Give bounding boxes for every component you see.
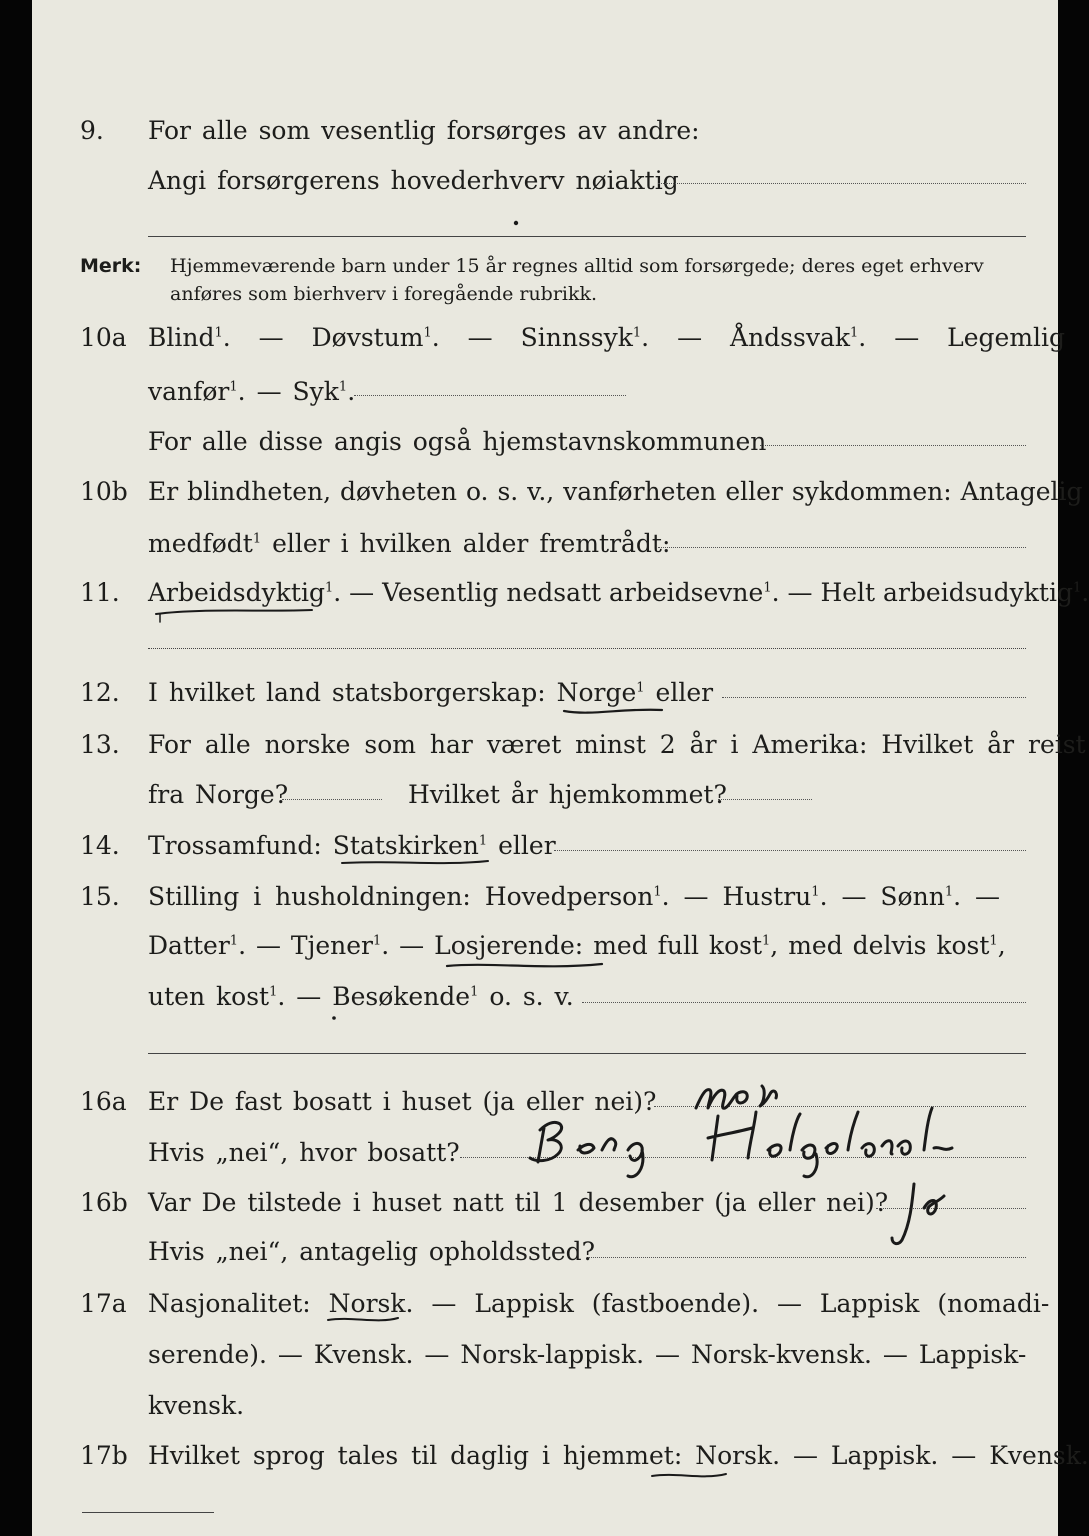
question-number: 17b	[80, 1441, 128, 1470]
question-text: Hvilket år hjemkommet?	[408, 780, 727, 809]
question-number: 10b	[80, 477, 128, 506]
question-number: 11.	[80, 578, 120, 607]
question-number: 16b	[80, 1188, 128, 1217]
question-number: 9.	[80, 116, 104, 145]
underline-mark	[564, 710, 662, 713]
handwriting-ja	[892, 1184, 944, 1244]
census-form-page	[32, 0, 1089, 1536]
handwriting-nei	[696, 1086, 776, 1108]
question-text: Var De tilstede i huset natt til 1 desember (ja eller nei)?	[148, 1188, 889, 1217]
underline-mark	[652, 1474, 726, 1476]
question-number: 15.	[80, 882, 120, 911]
question-text: Nasjonalitet: Norsk. — Lappisk (fastboende). — Lappisk (nomadi-	[148, 1289, 1050, 1318]
question-text: Hvis „nei“, antagelig opholdssted?	[148, 1237, 596, 1266]
question-text: Trossamfund: Statskirken$^1$ eller	[148, 831, 556, 860]
question-text: Stilling i husholdningen: Hovedperson$^1$. — Hustru$^1$. — Sønn$^1$. —	[148, 882, 1000, 911]
question-number: 10a	[80, 323, 127, 352]
note-text: anføres som bierhverv i foregående rubrikk.	[170, 283, 598, 305]
note-label: Merk:	[80, 255, 142, 277]
question-text: medfødt$^1$ eller i hvilken alder fremtrådt:	[148, 529, 671, 558]
question-number: 13.	[80, 730, 120, 759]
question-text: vanfør$^1$. — Syk$^1$.	[148, 377, 356, 406]
question-text: Hvilket sprog tales til daglig i hjemmet: Norsk. — Lappisk. — Kvensk.	[148, 1441, 1089, 1470]
question-text: For alle som vesentlig forsørges av andre:	[148, 116, 700, 145]
question-text: Er blindheten, døvheten o. s. v., vanførheten eller sykdommen: Antagelig	[148, 477, 1083, 506]
note-text: Hjemmeværende barn under 15 år regnes alltid som forsørgede; deres eget erhverv	[170, 255, 984, 277]
question-text: kvensk.	[148, 1391, 245, 1420]
question-text: fra Norge?	[148, 780, 289, 809]
question-text: For alle norske som har været minst 2 år i Amerika: Hvilket år reist	[148, 730, 1086, 759]
underline-mark	[342, 861, 488, 863]
underline-mark	[156, 610, 312, 614]
question-number: 17a	[80, 1289, 127, 1318]
question-text: For alle disse angis også hjemstavnskommunen	[148, 427, 767, 456]
question-number: 14.	[80, 831, 120, 860]
underline-mark	[447, 964, 602, 966]
underline-mark	[328, 1318, 398, 1320]
handwriting-layer	[32, 0, 1058, 1536]
question-text: Arbeidsdyktig$^1$. — Vesentlig nedsatt arbeidsevne$^1$. — Helt arbeidsudyktig$^1$.	[148, 578, 1089, 607]
ink-dot	[514, 221, 518, 225]
question-text: I hvilket land statsborgerskap: Norge$^1$ eller	[148, 678, 714, 707]
question-text: Hvis „nei“, hvor bosatt?	[148, 1138, 460, 1167]
question-text: serende). — Kvensk. — Norsk-lappisk. — Norsk-kvensk. — Lappisk-	[148, 1340, 1027, 1369]
question-text: Datter$^1$. — Tjener$^1$. — Losjerende: med full kost$^1$, med delvis kost$^1$,	[148, 931, 1006, 960]
handwriting-helgeland	[708, 1108, 952, 1177]
question-number: 16a	[80, 1087, 127, 1116]
question-text: Angi forsørgerens hovederhverv nøiaktig	[148, 166, 679, 195]
question-number: 12.	[80, 678, 120, 707]
question-text: Blind$^1$. — Døvstum$^1$. — Sinnssyk$^1$. — Åndssvak$^1$. — Legemlig	[148, 323, 1066, 352]
question-text: uten kost$^1$. — Besøkende$^1$ o. s. v.	[148, 982, 574, 1011]
handwriting-berg	[530, 1122, 643, 1176]
ink-dot	[332, 1016, 336, 1020]
question-text: Er De fast bosatt i huset (ja eller nei)?	[148, 1087, 657, 1116]
